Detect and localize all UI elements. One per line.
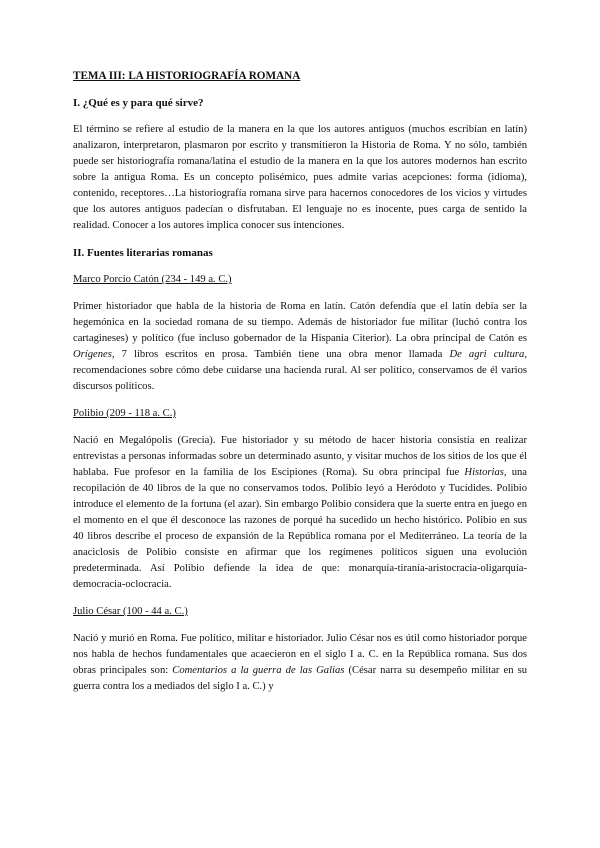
page-title: TEMA III: LA HISTORIOGRAFÍA ROMANA bbox=[73, 70, 301, 82]
text-span: Nació en Megalópolis (Grecia). Fue historiador y su método de hacer historia consistía en realizar entrevistas a personas informadas sobre un determinado asunto, y visitar muchos de los sitios de los que él hablaba. Fue profesor en la familia de los Escipiones (Roma). Su obra principal fue bbox=[73, 435, 527, 478]
text-span: Primer historiador que habla de la historia de Roma en latín. Catón defendía que el latín debía ser la hegemónica en la sociedad romana de su tiempo. Además de historiador fue militar (luchó contra los cartagineses) y político (fue incluso gobernador de la Hispania Citerior). La obra principal de Catón es bbox=[73, 301, 527, 344]
work-title: De agri cultura bbox=[449, 349, 525, 360]
subheading-polibio: Polibio (209 - 118 a. C.) bbox=[73, 408, 176, 419]
text-span: , una recopilación de 40 libros de la que no conservamos todos. Polibio leyó a Heródoto y Tucídides. Polibio introduce el elemento de la fortuna (el azar). Sin embargo Polibio considera que la suerte entra en juego en el momento en el que él desconoce las razones de porqué ha sucedido un hecho histórico. Polibio en sus 40 libros describe el proceso de expansión de la República romana por el Mediterráneo. La teoría de la anaciclosis de Polibio consiste en afirmar que los regímenes políticos siguen una evolución predeterminada. Así Polibio defiende la idea de que: monarquía-tiranía-aristocracia-oligarquía-democracia-oclocracia. bbox=[73, 467, 527, 590]
text-span: Nació y murió en Roma. Fue político, militar e historiador. Julio César nos es útil como historiador porque nos habla de hechos fundamentales que acaecieron en el siglo I a. C. en la República romana. Sus dos obras principales son: bbox=[73, 633, 527, 676]
work-title: Orígenes bbox=[73, 349, 112, 360]
subheading-caton: Marco Porcio Catón (234 - 149 a. C.) bbox=[73, 274, 232, 285]
document-content bbox=[73, 68, 527, 706]
section-heading-sources: II. Fuentes literarias romanas bbox=[73, 247, 213, 259]
text-span: , recomendaciones sobre cómo debe cuidarse una hacienda rural. Al ser político, conservamos de él varios discursos políticos. bbox=[73, 349, 527, 392]
text-span: (César narra su desempeño militar en su guerra contra los a mediados del siglo I a. C.) y bbox=[73, 665, 527, 692]
paragraph-definition: El término se refiere al estudio de la manera en la que los autores antiguos (muchos escribían en latín) analizaron, interpretaron, plasmaron por escrito y transmitieron la Historia de Roma. Y no sólo, también puede ser historiografía romana/latina el estudio de la manera en la que los autores modernos han escrito sobre la antigua Roma. Es un concepto polisémico, pues admite varias acepciones: forma (idioma), contenido, receptores…La historiografía romana sirve para hacernos conocedores de los vicios y virtudes que los autores antiguos padecían o disfrutaban. El lenguaje no es inocente, pues carga de sentido la realidad. Conocer a los autores implica conocer sus intenciones. bbox=[73, 124, 527, 231]
work-title: Comentarios a la guerra de las Galias bbox=[172, 665, 345, 676]
paragraph-cesar bbox=[73, 631, 527, 695]
paragraph-caton bbox=[73, 299, 527, 395]
text-span: , 7 libros escritos en prosa. También tiene una obra menor llamada bbox=[111, 349, 450, 360]
subheading-cesar: Julio César (100 - 44 a. C.) bbox=[73, 606, 188, 617]
paragraph-polibio bbox=[73, 433, 527, 593]
section-heading-what-is: I. ¿Qué es y para qué sirve? bbox=[73, 97, 204, 109]
work-title: Historias bbox=[464, 467, 504, 478]
